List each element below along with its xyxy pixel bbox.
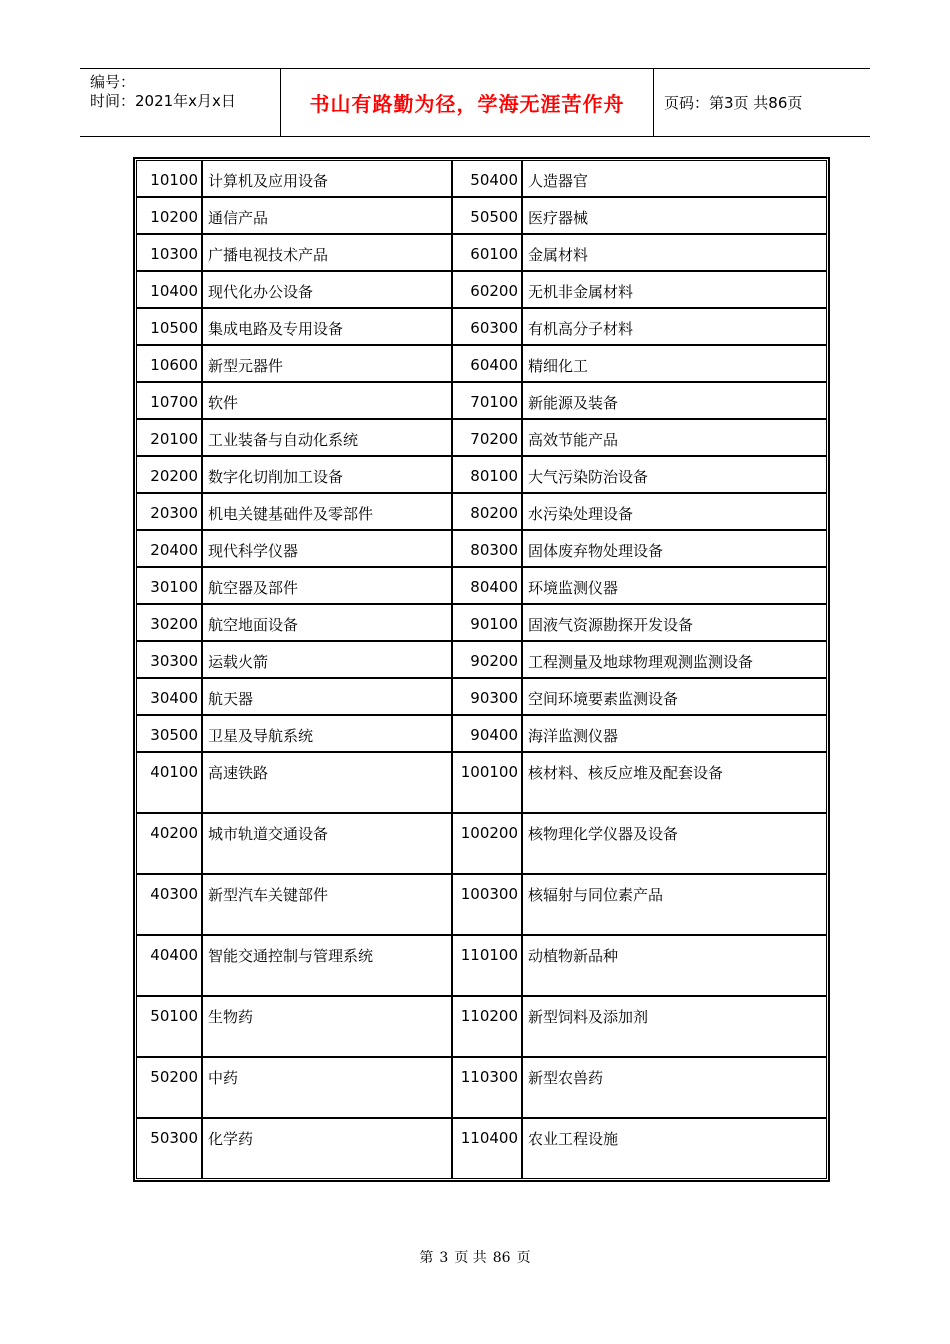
category-code-right: 50500	[453, 198, 523, 233]
category-name-right: 无机非金属材料	[528, 283, 634, 301]
category-name-right: 空间环境要素监测设备	[528, 690, 679, 708]
table-row	[137, 753, 826, 814]
category-code-right: 60200	[453, 272, 523, 307]
category-code-right: 110100	[453, 936, 523, 995]
category-name-left: 数字化切削加工设备	[203, 457, 453, 492]
category-code-left: 50100	[137, 997, 203, 1056]
category-name-right: 环境监测仪器	[528, 579, 619, 597]
table-row	[137, 346, 826, 383]
category-name-left: 新型汽车关键部件	[203, 875, 453, 934]
category-name-left: 航空器及部件	[203, 568, 453, 603]
category-table	[133, 157, 830, 1182]
category-code-right: 90300	[453, 679, 523, 714]
category-name-left: 卫星及导航系统	[203, 716, 453, 751]
category-name-left: 集成电路及专用设备	[203, 309, 453, 344]
category-name-left: 软件	[203, 383, 453, 418]
category-name-right: 核物理化学仪器及设备	[528, 825, 679, 843]
category-code-left: 30100	[137, 568, 203, 603]
category-code-right: 100300	[453, 875, 523, 934]
category-code-right: 110300	[453, 1058, 523, 1117]
category-code-left: 20300	[137, 494, 203, 529]
category-code-left: 40100	[137, 753, 203, 812]
category-code-right: 80300	[453, 531, 523, 566]
footer-middle: 页 共	[454, 1250, 487, 1266]
category-name-right: 精细化工	[528, 357, 589, 375]
category-code-left: 40400	[137, 936, 203, 995]
category-code-right: 100200	[453, 814, 523, 873]
category-code-left: 30500	[137, 716, 203, 751]
category-code-left: 10400	[137, 272, 203, 307]
category-code-left: 20400	[137, 531, 203, 566]
category-code-right: 110200	[453, 997, 523, 1056]
category-code-left: 10100	[137, 161, 203, 196]
category-code-right: 60400	[453, 346, 523, 381]
category-name-left: 运载火箭	[203, 642, 453, 677]
table-row	[137, 383, 826, 420]
category-code-left: 20200	[137, 457, 203, 492]
category-code-right: 70100	[453, 383, 523, 418]
header-meta	[80, 69, 281, 136]
table-row	[137, 605, 826, 642]
table-row	[137, 814, 826, 875]
category-code-left: 20100	[137, 420, 203, 455]
category-code-left: 30300	[137, 642, 203, 677]
category-name-right: 核材料、核反应堆及配套设备	[528, 764, 724, 782]
category-code-right: 100100	[453, 753, 523, 812]
table-row	[137, 272, 826, 309]
category-code-left: 40300	[137, 875, 203, 934]
category-code-right: 80100	[453, 457, 523, 492]
category-name-right: 有机高分子材料	[528, 320, 634, 338]
footer-prefix: 第	[419, 1250, 434, 1266]
category-code-left: 10300	[137, 235, 203, 270]
table-row	[137, 875, 826, 936]
category-name-right: 新型农兽药	[528, 1069, 604, 1087]
category-name-right: 大气污染防治设备	[528, 468, 649, 486]
category-name-right: 新型饲料及添加剂	[528, 1008, 649, 1026]
category-name-right: 医疗器械	[528, 209, 589, 227]
table-row	[137, 642, 826, 679]
category-name-right: 动植物新品种	[528, 947, 619, 965]
page-footer	[0, 1247, 950, 1267]
category-name-left: 工业装备与自动化系统	[203, 420, 453, 455]
category-code-right: 80200	[453, 494, 523, 529]
category-name-left: 中药	[203, 1058, 453, 1117]
category-name-left: 智能交通控制与管理系统	[203, 936, 453, 995]
category-code-right: 90200	[453, 642, 523, 677]
category-name-right: 高效节能产品	[528, 431, 619, 449]
category-name-right: 农业工程设施	[528, 1130, 619, 1148]
category-name-left: 现代化办公设备	[203, 272, 453, 307]
category-name-left: 广播电视技术产品	[203, 235, 453, 270]
table-row	[137, 235, 826, 272]
category-name-right: 水污染处理设备	[528, 505, 634, 523]
category-name-left: 城市轨道交通设备	[203, 814, 453, 873]
table-row	[137, 309, 826, 346]
category-table-body	[136, 160, 827, 1179]
category-name-right: 工程测量及地球物理观测监测设备	[528, 653, 754, 671]
category-name-left: 航天器	[203, 679, 453, 714]
category-code-right: 90100	[453, 605, 523, 640]
category-code-right: 60100	[453, 235, 523, 270]
category-code-left: 40200	[137, 814, 203, 873]
category-code-right: 110400	[453, 1119, 523, 1178]
category-code-right: 50400	[453, 161, 523, 196]
table-row	[137, 568, 826, 605]
table-row	[137, 161, 826, 198]
category-name-left: 通信产品	[203, 198, 453, 233]
table-row	[137, 531, 826, 568]
category-name-left: 高速铁路	[203, 753, 453, 812]
table-row	[137, 679, 826, 716]
category-code-right: 90400	[453, 716, 523, 751]
category-code-left: 10700	[137, 383, 203, 418]
category-name-right: 新能源及装备	[528, 394, 619, 412]
category-name-right: 海洋监测仪器	[528, 727, 619, 745]
table-row	[137, 420, 826, 457]
footer-suffix: 页	[516, 1250, 531, 1266]
table-row	[137, 936, 826, 997]
category-code-left: 10600	[137, 346, 203, 381]
category-name-right: 固体废弃物处理设备	[528, 542, 664, 560]
category-code-right: 70200	[453, 420, 523, 455]
number-label: 编号：	[90, 73, 136, 91]
category-name-right: 金属材料	[528, 246, 589, 264]
table-row	[137, 198, 826, 235]
category-name-right: 固液气资源勘探开发设备	[528, 616, 694, 634]
table-row	[137, 716, 826, 753]
time-label: 时间：2021年x月x日	[90, 92, 236, 110]
footer-total-pages: 86	[492, 1250, 511, 1266]
table-row	[137, 1058, 826, 1119]
category-code-left: 10200	[137, 198, 203, 233]
header-page-info: 页码：第3页 共86页	[664, 94, 803, 112]
category-name-left: 化学药	[203, 1119, 453, 1178]
category-code-left: 30200	[137, 605, 203, 640]
category-code-left: 50200	[137, 1058, 203, 1117]
category-name-left: 机电关键基础件及零部件	[203, 494, 453, 529]
category-name-left: 计算机及应用设备	[203, 161, 453, 196]
footer-current-page: 3	[439, 1250, 449, 1266]
table-row	[137, 997, 826, 1058]
category-code-left: 10500	[137, 309, 203, 344]
category-name-left: 航空地面设备	[203, 605, 453, 640]
header-motto: 书山有路勤为径，学海无涯苦作舟	[281, 69, 654, 136]
page-header	[80, 68, 870, 137]
category-code-right: 80400	[453, 568, 523, 603]
category-code-right: 60300	[453, 309, 523, 344]
category-name-right: 人造器官	[528, 172, 589, 190]
table-row	[137, 1119, 826, 1178]
table-row	[137, 494, 826, 531]
category-name-left: 现代科学仪器	[203, 531, 453, 566]
category-code-left: 30400	[137, 679, 203, 714]
category-name-left: 生物药	[203, 997, 453, 1056]
category-name-left: 新型元器件	[203, 346, 453, 381]
category-name-right: 核辐射与同位素产品	[528, 886, 664, 904]
category-code-left: 50300	[137, 1119, 203, 1178]
table-row	[137, 457, 826, 494]
